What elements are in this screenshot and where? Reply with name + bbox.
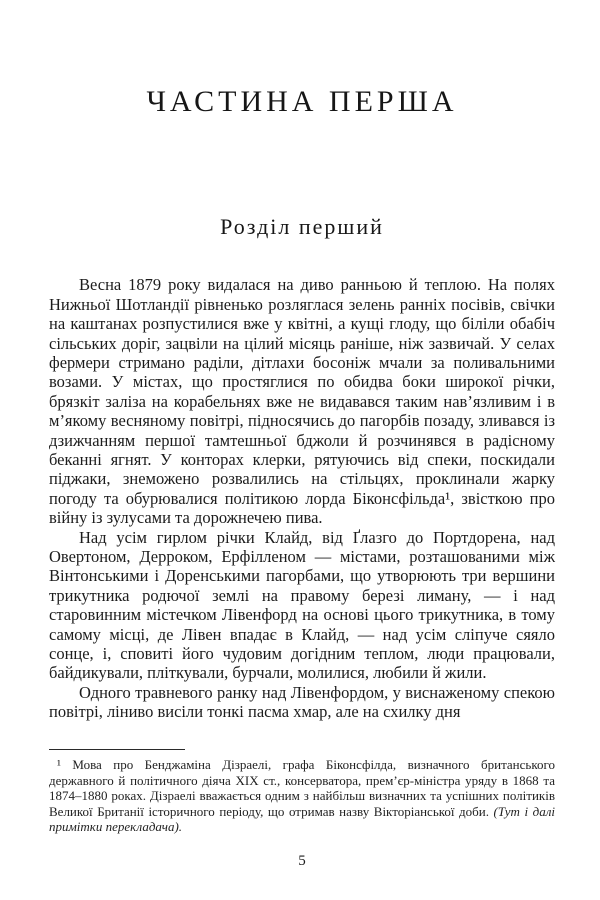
- part-title: ЧАСТИНА ПЕРША: [146, 85, 458, 118]
- paragraph: Над усім гирлом річки Клайд, від Ґлазго до Портдорена, над Овертоном, Дерроком, Ерфілленом — містами, розташованими між Вінтонськими і Доренськими пагорбами, що утворюють три вершини трикутника родючої землі на правому березі лиману, — і над старовинним містечком Лівенфорд на основі цього трикутника, в тому самому місці, де Лівен впадає в Клайд, — над усім сліпуче сяяло сонце, і, сповиті його чудовим догідним теплом, люди працювали, байдикували, пліткували, бурчали, молилися, любили й жили.: [49, 527, 555, 683]
- footnote-divider: [49, 749, 185, 750]
- paragraph: Весна 1879 року видалася на диво ранньою й теплою. На полях Нижньої Шотландії рівненько розляглася зелень ранніх посівів, свічки на каштанах розпустилися вже у квітні, а кущі глоду, що біліли обабіч сільських доріг, зацвіли на цілий місяць раніше, ніж зазвичай. У селах фермери стримано раділи, дітлахи босоніж мчали за поливальними возами. У містах, що простяглися по обидва боки широкої річки, брязкіт заліза на корабельнях вже не видавався таким нав’язливим і в м’якому весняному повітрі, підносячись до пагорбів позаду, зливався із дзижчанням першої тамтешньої бджоли й розчинявся в радісному беканні ягнят. У конторах клерки, рятуючись від спеки, поскидали піджаки, знеможено розвалились на стільцях, проклинали жарку погоду та обурювалися політикою лорда Біконсфільда¹, звісткою про війну із зулусами та дорожнечею пива.: [49, 275, 555, 528]
- footnote-area: [49, 749, 555, 835]
- chapter-title: Розділ перший: [220, 214, 384, 239]
- page-number: 5: [298, 853, 306, 869]
- footnote-text: ¹ Мова про Бенджаміна Дізраелі, графа Біконсфілда, визначного британського державного й політичного діяча XIX ст., консерватора, прем’єр-міністра уряду в 1868 та 1874–1880 роках. Дізраелі вважається одним з найбільш визначних та успішних політиків Великої Британії історичного періоду, що отримав назву Вікторіанської доби.: [49, 757, 555, 819]
- footnote-translator-note: (Тут і далі примітки перекладача).: [49, 803, 555, 835]
- footnote: [49, 757, 555, 835]
- body-text: [49, 275, 555, 721]
- paragraph: Одного травневого ранку над Лівенфордом, у виснаженому спекою повітрі, ліниво висіли тонкі пасма хмар, але на схилку дня: [49, 682, 555, 722]
